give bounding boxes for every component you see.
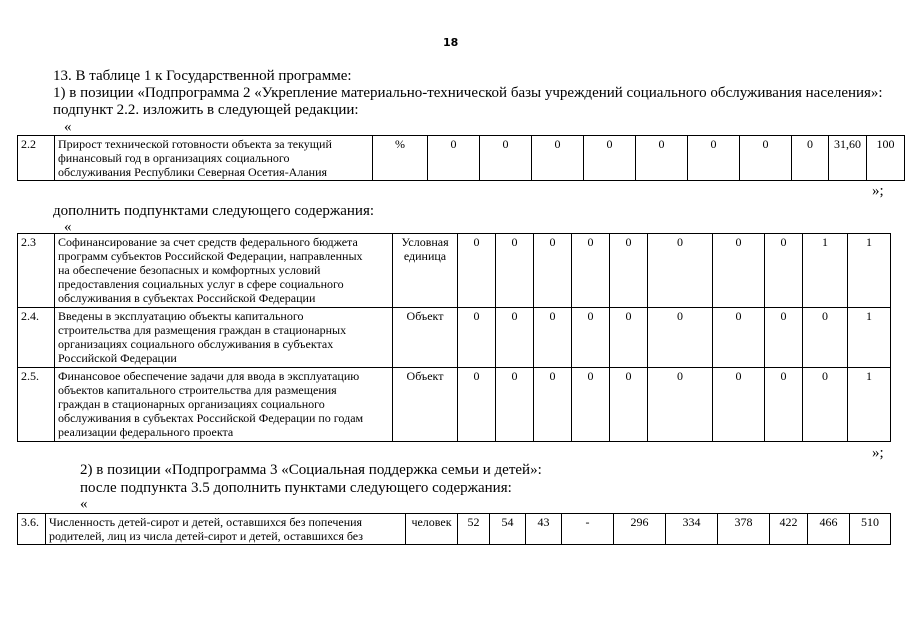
value-cell: 510 <box>850 514 891 545</box>
name-line: обслуживания в субъектах Российской Федерации <box>58 291 316 305</box>
value-cell: 0 <box>480 136 532 181</box>
name-line: Прирост технической готовности объекта за текущий <box>58 137 332 151</box>
unit-line: единица <box>403 249 447 263</box>
value-cell: 1 <box>803 234 848 308</box>
name-line: предоставления социальных услуг в сфере социального <box>58 277 344 291</box>
unit-line: Объект <box>406 309 444 323</box>
row-unit <box>393 308 458 368</box>
name-line: на обеспечение безопасных и комфортных условий <box>58 263 321 277</box>
name-line: Софинансирование за счет средств федерального бюджета <box>58 235 358 249</box>
row-indicator-name <box>55 308 393 368</box>
value-cell: 0 <box>458 368 496 442</box>
value-cell: 0 <box>534 234 572 308</box>
name-line: граждан в стационарных организациях социального <box>58 397 325 411</box>
name-line: родителей, лиц из числа детей-сирот и детей, оставшихся без <box>49 529 364 543</box>
value-cell: 1 <box>848 308 891 368</box>
value-cell: 0 <box>458 234 496 308</box>
row-code: 2.4. <box>18 308 55 368</box>
unit-line: Объект <box>406 369 444 383</box>
value-cell: 0 <box>792 136 829 181</box>
table-subpoint-3-6 <box>17 513 891 545</box>
value-cell: 0 <box>713 234 765 308</box>
row-code: 2.2 <box>18 136 55 181</box>
value-cell: 0 <box>803 368 848 442</box>
row-indicator-name <box>55 368 393 442</box>
open-quote-2: « <box>64 219 72 235</box>
value-cell: 0 <box>765 368 803 442</box>
name-line: Финансовое обеспечение задачи для ввода в эксплуатацию <box>58 369 360 383</box>
value-cell: 0 <box>428 136 480 181</box>
name-line: реализации федерального проекта <box>58 425 234 439</box>
value-cell: 422 <box>770 514 808 545</box>
value-cell: 0 <box>688 136 740 181</box>
value-cell: 31,60 <box>829 136 867 181</box>
value-cell: 296 <box>614 514 666 545</box>
value-cell: 0 <box>534 368 572 442</box>
row-indicator-name <box>46 514 406 545</box>
open-quote-3: « <box>80 496 88 512</box>
value-cell: 0 <box>496 234 534 308</box>
open-quote-1: « <box>64 119 72 135</box>
table-subpoint-2-2 <box>17 135 905 181</box>
value-cell: 0 <box>572 308 610 368</box>
value-cell: 0 <box>713 368 765 442</box>
after-subpoint-3-5-instruction: после подпункта 3.5 дополнить пунктами следующего содержания: <box>80 480 512 496</box>
value-cell: 0 <box>532 136 584 181</box>
value-cell: 0 <box>648 308 713 368</box>
value-cell: 100 <box>867 136 905 181</box>
value-cell: 0 <box>610 308 648 368</box>
value-cell: 0 <box>496 368 534 442</box>
value-cell: 52 <box>458 514 490 545</box>
value-cell: 334 <box>666 514 718 545</box>
name-line: строительства для размещения граждан в стационарных <box>58 323 347 337</box>
supplement-instruction: дополнить подпунктами следующего содержания: <box>53 203 375 219</box>
value-cell: 0 <box>648 234 713 308</box>
value-cell: 1 <box>848 234 891 308</box>
value-cell: 0 <box>636 136 688 181</box>
value-cell: 0 <box>496 308 534 368</box>
row-code: 2.5. <box>18 368 55 442</box>
value-cell: 0 <box>740 136 792 181</box>
row-indicator-name <box>55 136 373 181</box>
row-unit <box>393 234 458 308</box>
name-line: Численность детей-сирот и детей, оставшихся без попечения <box>49 515 363 529</box>
name-line: финансовый год в организациях социального <box>58 151 290 165</box>
table-row <box>18 308 891 368</box>
value-cell: 0 <box>534 308 572 368</box>
value-cell: 466 <box>808 514 850 545</box>
name-line: программ субъектов Российской Федерации, направленных <box>58 249 363 263</box>
subpoint-2-2-instruction: подпункт 2.2. изложить в следующей редакции: <box>53 102 359 118</box>
value-cell: - <box>562 514 614 545</box>
value-cell: 43 <box>526 514 562 545</box>
table-row <box>18 368 891 442</box>
row-code: 2.3 <box>18 234 55 308</box>
value-cell: 0 <box>572 234 610 308</box>
name-line: объектов капитального строительства для размещения <box>58 383 337 397</box>
position-subprogram-2: 1) в позиции «Подпрограмма 2 «Укрепление материально-технической базы учреждений социального обслуживания населения»: <box>53 85 883 101</box>
value-cell: 0 <box>584 136 636 181</box>
value-cell: 0 <box>765 308 803 368</box>
table-subpoints-2-3-2-5 <box>17 233 891 442</box>
row-code: 3.6. <box>18 514 46 545</box>
value-cell: 378 <box>718 514 770 545</box>
name-line: Введены в эксплуатацию объекты капитального <box>58 309 304 323</box>
section-13-heading: 13. В таблице 1 к Государственной программе: <box>53 68 352 84</box>
table-row <box>18 514 891 545</box>
close-quote-2: »; <box>872 445 884 461</box>
unit-line: Условная <box>401 235 449 249</box>
value-cell: 0 <box>610 234 648 308</box>
value-cell: 0 <box>713 308 765 368</box>
table-row <box>18 234 891 308</box>
value-cell: 0 <box>458 308 496 368</box>
row-unit: % <box>373 136 428 181</box>
name-line: обслуживания в субъектах Российской Федерации по годам <box>58 411 364 425</box>
page-number: 18 <box>443 36 459 49</box>
table-row <box>18 136 905 181</box>
value-cell: 0 <box>648 368 713 442</box>
value-cell: 0 <box>803 308 848 368</box>
value-cell: 1 <box>848 368 891 442</box>
value-cell: 0 <box>610 368 648 442</box>
value-cell: 54 <box>490 514 526 545</box>
name-line: обслуживания Республики Северная Осетия-Алания <box>58 165 328 179</box>
row-unit: человек <box>406 514 458 545</box>
position-subprogram-3: 2) в позиции «Подпрограмма 3 «Социальная поддержка семьи и детей»: <box>80 462 542 478</box>
value-cell: 0 <box>572 368 610 442</box>
row-indicator-name <box>55 234 393 308</box>
name-line: Российской Федерации <box>58 351 177 365</box>
close-quote-1: »; <box>872 183 884 199</box>
name-line: организациях социального обслуживания в субъектах <box>58 337 334 351</box>
value-cell: 0 <box>765 234 803 308</box>
row-unit <box>393 368 458 442</box>
